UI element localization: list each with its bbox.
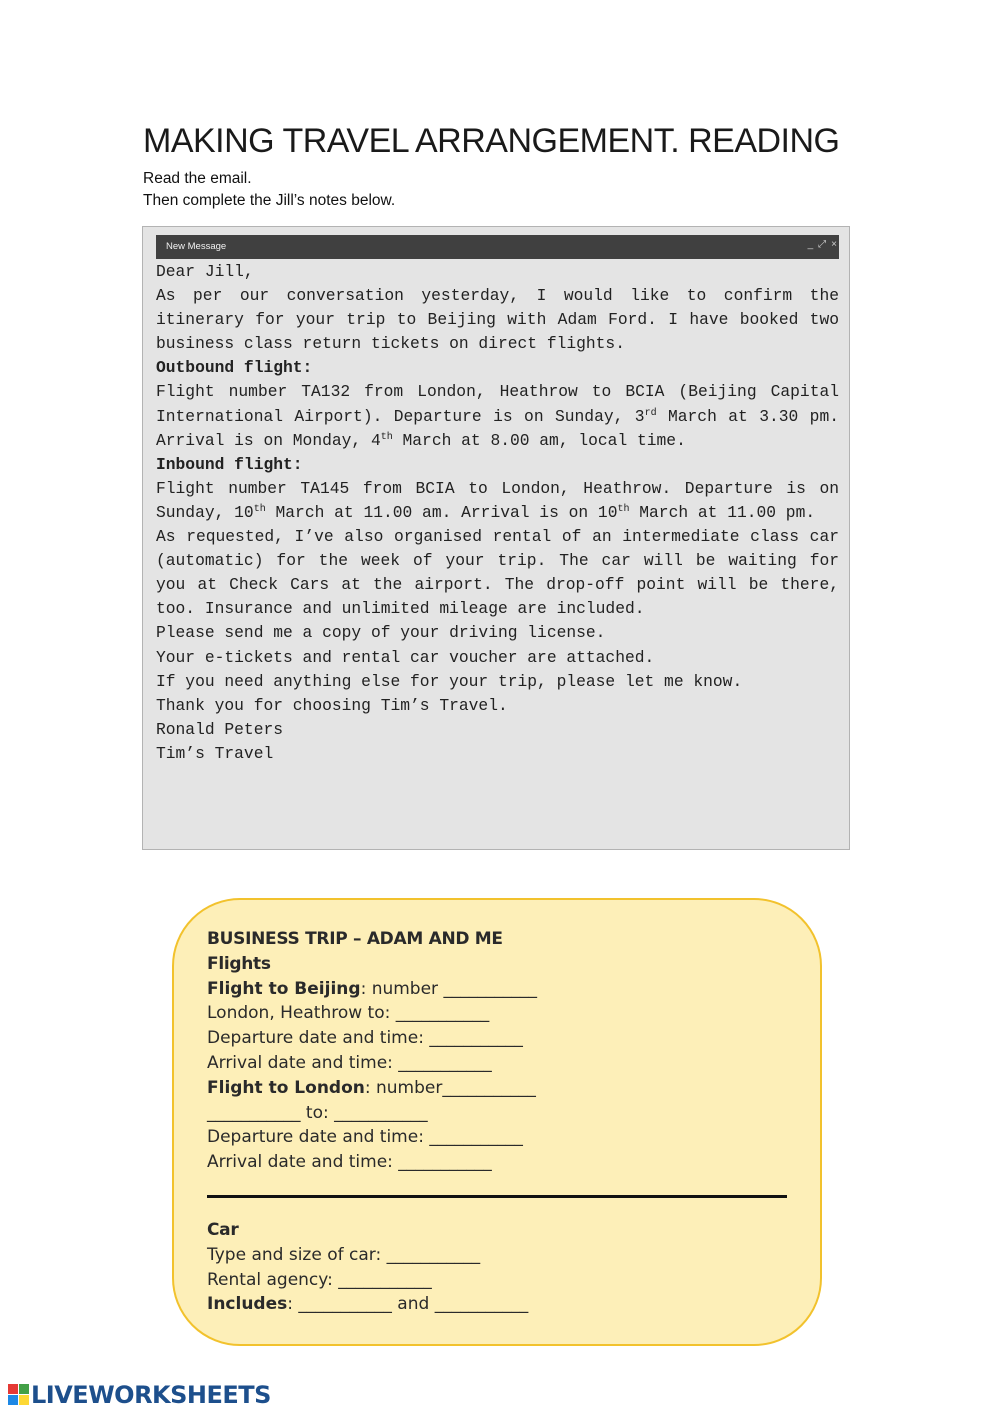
logo-text: LIVEWORKSHEETS — [31, 1381, 271, 1409]
close-icon[interactable]: × — [831, 239, 837, 250]
divider — [207, 1195, 787, 1198]
email-intro: As per our conversation yesterday, I would like to confirm the itinerary for your trip to Beijing with Adam Ford. I have booked two business class return tickets on direct flights. — [156, 286, 839, 354]
anything-else-line: If you need anything else for your trip, please let me know. — [156, 671, 743, 691]
instruction-line: Then complete the Jill’s notes below. — [143, 192, 396, 209]
inbound-route-field[interactable]: ___________ to: ___________ — [207, 1102, 428, 1123]
jills-notes — [207, 927, 797, 1317]
car-type-field[interactable]: Type and size of car: ___________ — [207, 1244, 481, 1265]
email-window-title: New Message — [166, 241, 227, 252]
flight-to-london-number[interactable]: Flight to London: number___________ — [207, 1077, 536, 1098]
inbound-heading: Inbound flight: — [156, 454, 303, 474]
attachments-line: Your e-tickets and rental car voucher are attached. — [156, 647, 655, 667]
logo-blocks-icon — [8, 1384, 29, 1405]
outbound-heading: Outbound flight: — [156, 358, 313, 378]
signature-name: Ronald Peters — [156, 719, 284, 739]
email-body — [156, 260, 839, 766]
email-window — [142, 226, 850, 850]
thanks-line: Thank you for choosing Tim’s Travel. — [156, 695, 508, 715]
inbound-details: Flight number TA145 from BCIA to London, Heathrow. Departure is on Sunday, 10th March at 11.00 am. Arrival is on 10th March at 11.00 pm. — [156, 478, 839, 522]
outbound-departure-field[interactable]: Departure date and time: ___________ — [207, 1028, 523, 1049]
instruction-line: Read the email. — [143, 170, 252, 187]
email-titlebar — [156, 235, 839, 259]
expand-icon[interactable]: ⤢ — [818, 239, 827, 250]
minimize-icon[interactable]: _ — [807, 239, 814, 250]
page-title: MAKING TRAVEL ARRANGEMENT. READING — [143, 122, 840, 160]
inbound-departure-field[interactable]: Departure date and time: ___________ — [207, 1127, 523, 1148]
flight-to-beijing-number[interactable]: Flight to Beijing: number ___________ — [207, 978, 537, 999]
license-line: Please send me a copy of your driving license. — [156, 623, 606, 643]
notes-heading: BUSINESS TRIP – ADAM AND ME — [207, 929, 503, 949]
london-heathrow-to-field[interactable]: London, Heathrow to: ___________ — [207, 1003, 490, 1024]
outbound-details: Flight number TA132 from London, Heathrow to BCIA (Beijing Capital International Airport). Departure is on Sunday, 3rd March at 3.30 pm. Arrival is on Monday, 4th March at 8.00 am, local time. — [156, 382, 839, 450]
flights-heading: Flights — [207, 953, 271, 974]
car-heading: Car — [207, 1219, 239, 1240]
signature-company: Tim’s Travel — [156, 743, 274, 763]
email-greeting: Dear Jill, — [156, 262, 254, 281]
includes-field[interactable]: Includes: ___________ and ___________ — [207, 1294, 529, 1315]
car-rental-paragraph: As requested, I’ve also organised rental of an intermediate class car (automatic) for the week of your trip. The car will be waiting for you at Check Cars at the airport. The drop-off point will be there, too. Insurance and unlimited mileage are included. — [156, 527, 839, 619]
rental-agency-field[interactable]: Rental agency: ___________ — [207, 1269, 432, 1290]
outbound-arrival-field[interactable]: Arrival date and time: ___________ — [207, 1052, 492, 1073]
inbound-arrival-field[interactable]: Arrival date and time: ___________ — [207, 1152, 492, 1173]
